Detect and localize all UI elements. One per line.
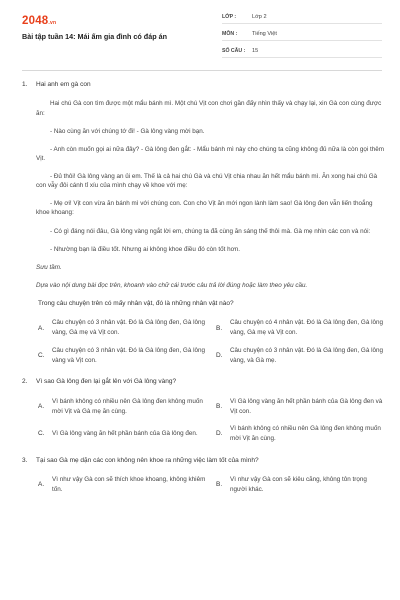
question-head [22,80,384,89]
question-title: Tại sao Gà mẹ dặn các con không nên khoe ra những việc làm tốt của mình? [36,456,259,464]
option-text: Vì Gà lông vàng ăn hết phần bánh của Gà lông đen và Vịt con. [230,397,383,415]
option-text: Vì Gà lông vàng ăn hết phần bánh của Gà lông đen. [52,430,198,438]
story-paragraph: - Đủ thôi! Gà lông vàng an ủi em. Thế là cả hai chú Gà và chú Vịt chia nhau ăn hết mẩu bánh mì. Ăn xong hai chú Gà con vẫy đôi cánh tỉ xíu của mình chạy về khoe với mẹ: [36,173,378,190]
meta-row-subject [222,29,382,41]
option-a[interactable] [38,318,206,338]
option-text: Câu chuyện có 3 nhân vật. Đó là Gà lông đen, Gà lông vàng và Vịt con. [52,346,205,364]
story-paragraph: - Nào cùng ăn với chúng tớ đi! - Gà lông vàng mời bạn. [50,127,205,135]
option-letter: B. [216,481,223,489]
option-letter: C. [38,352,45,359]
story-paragraph: Hai chú Gà con tìm được một mẩu bánh mì. Một chú Vịt con chơi gần đấy nhìn thấy và chạy lại, xin Gà con cùng được ăn: [36,100,382,117]
site-logo[interactable] [22,13,56,30]
option-d[interactable] [216,346,384,366]
meta-row-class [222,12,382,24]
question-head [22,456,384,465]
header-divider [22,70,382,71]
option-text: Vì như vậy Gà con sẽ kiêu căng, không tôn trọng người khác. [230,476,367,494]
meta-key: SỐ CÂU : [222,47,246,54]
answer-options [22,397,384,444]
option-a[interactable] [38,475,206,495]
option-c[interactable] [38,424,206,444]
story-paragraph: - Nhường bạn là điều tốt. Nhưng ai không khoe điều đó còn tốt hơn. [50,245,240,253]
option-letter: D. [216,352,223,359]
question-2 [22,377,384,443]
question-title: Hai anh em gà con [36,81,91,88]
option-b[interactable] [216,318,384,338]
logo-tld: .vn [48,20,57,26]
question-title: Vì sao Gà lông đen lại gắt lên với Gà lông vàng? [36,378,177,386]
sub-question: Trong câu chuyện trên có mấy nhân vật, đó là những nhân vật nào? [38,300,234,308]
story-paragraph: - Có gì đáng nói đâu, Gà lông vàng ngắt lời em, chúng ta đã cùng ăn sáng thế thôi mà. Gà mẹ nhìn các con và nói: [50,227,371,235]
option-text: Vì bánh không có nhiều nên Gà lông đen không muốn mời Vịt ăn cùng. [230,425,381,443]
worksheet-content [22,80,384,507]
option-text: Câu chuyện có 3 nhân vật. Đó là Gà lông đen, Gà lông vàng, Gà mẹ và Vịt con. [52,319,205,337]
option-letter: A. [38,481,45,489]
option-text: Vì như vậy Gà con sẽ thích khoe khoang, không khiêm tốn. [52,476,206,494]
meta-key: LỚP : [222,13,237,20]
meta-key: MÔN : [222,30,238,37]
option-text: Câu chuyện có 3 nhân vật. Đó là Gà lông đen, Gà lông vàng, và Gà mẹ. [230,346,383,364]
option-text: Vì bánh không có nhiều nên Gà lông đen không muốn mời Vịt và Gà mẹ ăn cùng. [52,397,203,415]
meta-row-count [222,46,382,58]
option-letter: A. [38,324,45,332]
story-paragraph: - Anh còn muốn gọi ai nữa đây? - Gà lông đen gắt: - Mẩu bánh mì này cho chúng ta cũng không đủ nữa là còn gọi thêm Vịt. [36,145,384,162]
option-d[interactable] [216,424,384,444]
option-a[interactable] [38,397,206,417]
option-letter: C. [38,430,45,438]
question-1 [22,80,384,365]
page-header [0,0,400,66]
document-title: Bài tập tuần 14: Mái ấm gia đình có đáp án [22,32,167,41]
option-letter: B. [216,402,223,410]
answer-options [22,475,384,495]
question-number: 1. [22,81,28,88]
meta-table [222,12,382,58]
meta-value: 15 [252,48,259,55]
option-b[interactable] [216,475,384,495]
option-letter: B. [216,324,223,332]
meta-value: Lớp 2 [252,14,267,21]
logo-main: 2048 [22,15,49,27]
option-b[interactable] [216,397,384,417]
question-number: 2. [22,378,28,386]
option-text: Câu chuyện có 4 nhân vật. Đó là Gà lông đen, Gà lông vàng, Gà mẹ và Vịt con. [230,319,383,337]
instruction-text: Dựa vào nội dung bài đọc trên, khoanh vào chữ cái trước câu trả lời đúng hoặc làm theo yêu cầu. [36,281,308,289]
option-c[interactable] [38,346,206,366]
story-source: Sưu tầm. [36,263,62,271]
option-letter: D. [216,430,223,438]
answer-options [22,318,384,365]
meta-value: Tiếng Việt [252,31,277,38]
question-number: 3. [22,456,28,464]
story-paragraph: - Mẹ ơi! Vịt con vừa ăn bánh mì với chúng con. Con cho Vịt ăn mới ngon lành làm sao! Gà lông đen vẫn liến thoắng khoe khoang: [36,200,373,217]
question-3 [22,456,384,495]
question-head [22,377,384,386]
option-letter: A. [38,402,45,410]
